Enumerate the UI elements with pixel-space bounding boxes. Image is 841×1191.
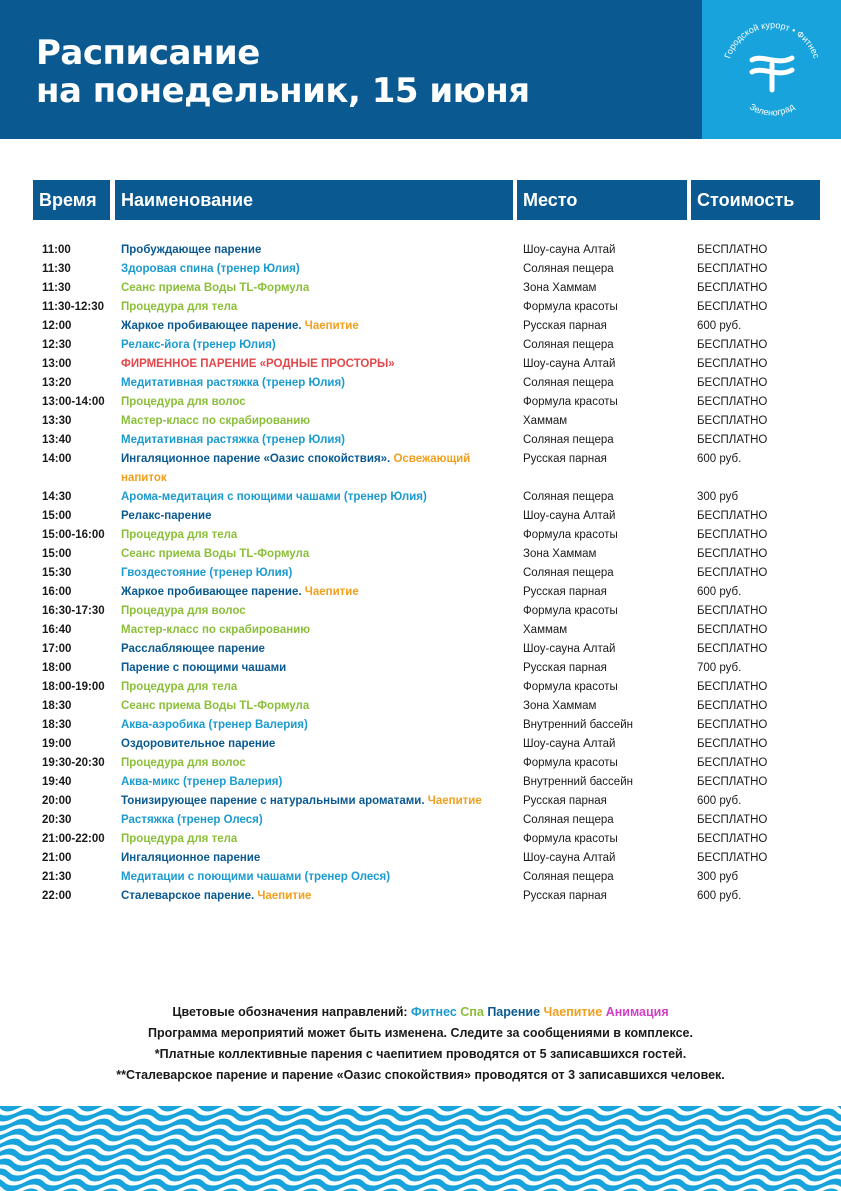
activity-name: Процедура для тела xyxy=(121,833,238,845)
decorative-waves xyxy=(0,1106,841,1191)
activity-name: Жаркое пробивающее парение. xyxy=(121,320,302,332)
row-activity xyxy=(121,887,511,906)
row-place: Шоу-сауна Алтай xyxy=(523,643,616,655)
activity-name: Аква-аэробика (тренер Валерия) xyxy=(121,719,308,731)
table-row xyxy=(0,792,841,811)
logo-emblem xyxy=(702,0,841,139)
row-activity xyxy=(121,735,511,754)
row-cost: 300 руб xyxy=(697,491,739,503)
logo xyxy=(702,0,841,139)
row-activity xyxy=(121,317,511,336)
schedule-table xyxy=(0,241,841,906)
row-cost: БЕСПЛАТНО xyxy=(697,282,768,294)
activity-name: Пробуждающее парение xyxy=(121,244,262,256)
row-place: Шоу-сауна Алтай xyxy=(523,738,616,750)
legend-spa: Спа xyxy=(460,1005,484,1019)
activity-extra: Чаепитие xyxy=(304,586,359,598)
table-row xyxy=(0,355,841,374)
table-row xyxy=(0,868,841,887)
row-cost: БЕСПЛАТНО xyxy=(697,339,768,351)
title-line-2: на понедельник, 15 июня xyxy=(36,71,530,111)
activity-name: Сеанс приема Воды TL-Формула xyxy=(121,282,310,294)
row-place: Формула красоты xyxy=(523,396,618,408)
row-time: 13:00-14:00 xyxy=(42,396,105,408)
table-row xyxy=(0,431,841,450)
note-paid-steam: *Платные коллективные парения с чаепитием проводятся от 5 записавшихся гостей. xyxy=(154,1047,687,1061)
row-place: Русская парная xyxy=(523,662,607,674)
row-place: Хаммам xyxy=(523,415,568,427)
row-cost: БЕСПЛАТНО xyxy=(697,681,768,693)
title-line-1: Расписание xyxy=(36,33,260,73)
activity-extra: Чаепитие xyxy=(427,795,482,807)
row-cost: БЕСПЛАТНО xyxy=(697,643,768,655)
row-time: 22:00 xyxy=(42,890,72,902)
row-place: Русская парная xyxy=(523,453,607,465)
column-header-place: Место xyxy=(517,180,687,220)
row-activity xyxy=(121,697,511,716)
row-place: Формула красоты xyxy=(523,529,618,541)
row-place: Русская парная xyxy=(523,795,607,807)
activity-name: Релакс-йога (тренер Юлия) xyxy=(121,339,276,351)
row-place: Соляная пещера xyxy=(523,263,614,275)
row-place: Хаммам xyxy=(523,624,568,636)
row-activity xyxy=(121,811,511,830)
row-cost: БЕСПЛАТНО xyxy=(697,301,768,313)
row-time: 18:00-19:00 xyxy=(42,681,105,693)
row-cost: 600 руб. xyxy=(697,453,742,465)
activity-name: Оздоровительное парение xyxy=(121,738,276,750)
row-time: 19:40 xyxy=(42,776,72,788)
logo-city-text: Зеленоград xyxy=(747,101,797,118)
row-cost: БЕСПЛАТНО xyxy=(697,358,768,370)
row-cost: БЕСПЛАТНО xyxy=(697,776,768,788)
row-place: Соляная пещера xyxy=(523,339,614,351)
activity-name: Ингаляционное парение «Оазис спокойствия». xyxy=(121,453,391,465)
row-activity xyxy=(121,773,511,792)
row-activity xyxy=(121,260,511,279)
table-row xyxy=(0,640,841,659)
row-place: Русская парная xyxy=(523,890,607,902)
note-steelmaker: **Сталеварское парение и парение «Оазис спокойствия» проводятся от 3 записавшихся человек. xyxy=(116,1068,725,1082)
row-activity xyxy=(121,450,511,488)
row-activity xyxy=(121,640,511,659)
activity-name: Здоровая спина (тренер Юлия) xyxy=(121,263,300,275)
row-place: Формула красоты xyxy=(523,605,618,617)
table-row xyxy=(0,564,841,583)
activity-name: Аква-микс (тренер Валерия) xyxy=(121,776,283,788)
activity-name: Жаркое пробивающее парение. xyxy=(121,586,302,598)
row-time: 11:30 xyxy=(42,263,71,275)
row-cost: 600 руб. xyxy=(697,795,742,807)
row-cost: БЕСПЛАТНО xyxy=(697,415,768,427)
column-header-cost: Стоимость xyxy=(691,180,820,220)
activity-name: Процедура для волос xyxy=(121,605,246,617)
table-row xyxy=(0,450,841,488)
row-cost: БЕСПЛАТНО xyxy=(697,434,768,446)
row-place: Соляная пещера xyxy=(523,377,614,389)
row-time: 18:30 xyxy=(42,719,72,731)
table-row xyxy=(0,621,841,640)
activity-name: Процедура для тела xyxy=(121,301,238,313)
logo-ring-text: Городской курорт • Фитнес xyxy=(722,19,822,60)
table-row xyxy=(0,659,841,678)
table-row xyxy=(0,583,841,602)
row-time: 16:00 xyxy=(42,586,72,598)
row-time: 13:00 xyxy=(42,358,72,370)
activity-name: Мастер-класс по скрабированию xyxy=(121,415,311,427)
row-place: Зона Хаммам xyxy=(523,548,597,560)
row-activity xyxy=(121,545,511,564)
row-time: 21:00-22:00 xyxy=(42,833,105,845)
row-activity xyxy=(121,431,511,450)
row-time: 21:00 xyxy=(42,852,72,864)
row-cost: БЕСПЛАТНО xyxy=(697,757,768,769)
row-time: 14:00 xyxy=(42,453,72,465)
legend-steam: Парение xyxy=(487,1005,541,1019)
row-place: Зона Хаммам xyxy=(523,700,597,712)
row-time: 21:30 xyxy=(42,871,72,883)
table-row xyxy=(0,735,841,754)
table-row xyxy=(0,697,841,716)
row-activity xyxy=(121,754,511,773)
row-place: Шоу-сауна Алтай xyxy=(523,244,616,256)
activity-name: Гвоздестояние (тренер Юлия) xyxy=(121,567,293,579)
row-cost: БЕСПЛАТНО xyxy=(697,510,768,522)
activity-name: Сталеварское парение. xyxy=(121,890,255,902)
table-row xyxy=(0,887,841,906)
row-activity xyxy=(121,792,511,811)
row-activity xyxy=(121,412,511,431)
activity-name: Ингаляционное парение xyxy=(121,852,261,864)
row-activity xyxy=(121,564,511,583)
activity-name: Процедура для тела xyxy=(121,529,238,541)
row-cost: БЕСПЛАТНО xyxy=(697,567,768,579)
row-time: 12:00 xyxy=(42,320,72,332)
page-title xyxy=(36,34,530,110)
activity-name: Процедура для волос xyxy=(121,757,246,769)
row-activity xyxy=(121,716,511,735)
row-time: 17:00 xyxy=(42,643,72,655)
row-activity xyxy=(121,659,511,678)
row-time: 12:30 xyxy=(42,339,72,351)
row-place: Формула красоты xyxy=(523,681,618,693)
table-row xyxy=(0,602,841,621)
row-cost: БЕСПЛАТНО xyxy=(697,396,768,408)
table-row xyxy=(0,830,841,849)
table-row xyxy=(0,279,841,298)
row-time: 15:00 xyxy=(42,548,72,560)
row-cost: БЕСПЛАТНО xyxy=(697,814,768,826)
table-row xyxy=(0,241,841,260)
logo-mark-icon xyxy=(752,58,792,90)
row-cost: БЕСПЛАТНО xyxy=(697,624,768,636)
row-place: Формула красоты xyxy=(523,833,618,845)
row-activity xyxy=(121,298,511,317)
row-place: Зона Хаммам xyxy=(523,282,597,294)
row-time: 13:30 xyxy=(42,415,72,427)
activity-name: Процедура для тела xyxy=(121,681,238,693)
row-cost: 600 руб. xyxy=(697,586,742,598)
row-cost: 600 руб. xyxy=(697,320,742,332)
activity-name: Процедура для волос xyxy=(121,396,246,408)
activity-name: Медитативная растяжка (тренер Юлия) xyxy=(121,434,345,446)
row-cost: 700 руб. xyxy=(697,662,742,674)
row-time: 19:30-20:30 xyxy=(42,757,105,769)
row-time: 16:30-17:30 xyxy=(42,605,105,617)
row-activity xyxy=(121,488,511,507)
table-row xyxy=(0,545,841,564)
row-time: 20:00 xyxy=(42,795,72,807)
row-place: Русская парная xyxy=(523,320,607,332)
table-row xyxy=(0,317,841,336)
row-cost: БЕСПЛАТНО xyxy=(697,852,768,864)
row-time: 20:30 xyxy=(42,814,72,826)
row-place: Русская парная xyxy=(523,586,607,598)
row-time: 16:40 xyxy=(42,624,72,636)
table-row xyxy=(0,260,841,279)
activity-name: Релакс-парение xyxy=(121,510,212,522)
row-activity xyxy=(121,241,511,260)
row-activity xyxy=(121,830,511,849)
table-row xyxy=(0,488,841,507)
row-place: Внутренний бассейн xyxy=(523,719,633,731)
table-row xyxy=(0,849,841,868)
activity-name: Арома-медитация с поющими чашами (тренер Юлия) xyxy=(121,491,427,503)
table-row xyxy=(0,393,841,412)
row-cost: БЕСПЛАТНО xyxy=(697,244,768,256)
row-place: Соляная пещера xyxy=(523,491,614,503)
table-row xyxy=(0,374,841,393)
row-place: Шоу-сауна Алтай xyxy=(523,852,616,864)
activity-extra: Чаепитие xyxy=(304,320,359,332)
row-activity xyxy=(121,678,511,697)
row-activity xyxy=(121,583,511,602)
row-time: 13:20 xyxy=(42,377,72,389)
row-activity xyxy=(121,621,511,640)
table-row xyxy=(0,412,841,431)
activity-name: Растяжка (тренер Олеся) xyxy=(121,814,263,826)
activity-name: Мастер-класс по скрабированию xyxy=(121,624,311,636)
row-place: Формула красоты xyxy=(523,301,618,313)
header-banner xyxy=(0,0,841,139)
row-cost: БЕСПЛАТНО xyxy=(697,605,768,617)
row-time: 11:30 xyxy=(42,282,71,294)
footer-notes xyxy=(0,1002,841,1086)
note-program-change: Программа мероприятий может быть изменена. Следите за сообщениями в комплексе. xyxy=(148,1026,693,1040)
activity-name: Сеанс приема Воды TL-Формула xyxy=(121,700,310,712)
activity-name: Тонизирующее парение с натуральными ароматами. xyxy=(121,795,425,807)
row-time: 18:30 xyxy=(42,700,72,712)
table-row xyxy=(0,507,841,526)
row-activity xyxy=(121,507,511,526)
row-time: 13:40 xyxy=(42,434,72,446)
row-cost: БЕСПЛАТНО xyxy=(697,529,768,541)
table-row xyxy=(0,754,841,773)
legend-prefix: Цветовые обозначения направлений: xyxy=(172,1005,408,1019)
activity-extra: Освежающий напиток xyxy=(121,453,471,484)
row-cost: 300 руб xyxy=(697,871,739,883)
row-time: 11:00 xyxy=(42,244,71,256)
row-cost: БЕСПЛАТНО xyxy=(697,833,768,845)
row-place: Соляная пещера xyxy=(523,814,614,826)
row-cost: БЕСПЛАТНО xyxy=(697,377,768,389)
legend-tea: Чаепитие xyxy=(543,1005,603,1019)
activity-name: Парение с поющими чашами xyxy=(121,662,287,674)
table-row xyxy=(0,811,841,830)
row-place: Формула красоты xyxy=(523,757,618,769)
activity-name: Медитации с поющими чашами (тренер Олеся) xyxy=(121,871,391,883)
activity-name: ФИРМЕННОЕ ПАРЕНИЕ «РОДНЫЕ ПРОСТОРЫ» xyxy=(121,358,395,370)
row-activity xyxy=(121,336,511,355)
legend-animation: Анимация xyxy=(605,1005,669,1019)
row-activity xyxy=(121,849,511,868)
row-place: Внутренний бассейн xyxy=(523,776,633,788)
row-place: Шоу-сауна Алтай xyxy=(523,358,616,370)
table-row xyxy=(0,526,841,545)
row-place: Соляная пещера xyxy=(523,567,614,579)
row-cost: БЕСПЛАТНО xyxy=(697,719,768,731)
table-row xyxy=(0,336,841,355)
row-time: 11:30-12:30 xyxy=(42,301,105,313)
table-row xyxy=(0,298,841,317)
row-place: Соляная пещера xyxy=(523,871,614,883)
row-activity xyxy=(121,279,511,298)
table-row xyxy=(0,716,841,735)
column-header-time: Время xyxy=(33,180,110,220)
row-activity xyxy=(121,868,511,887)
row-time: 15:00 xyxy=(42,510,72,522)
row-place: Соляная пещера xyxy=(523,434,614,446)
activity-name: Расслабляющее парение xyxy=(121,643,265,655)
row-time: 15:00-16:00 xyxy=(42,529,105,541)
row-cost: БЕСПЛАТНО xyxy=(697,738,768,750)
row-cost: БЕСПЛАТНО xyxy=(697,263,768,275)
row-time: 15:30 xyxy=(42,567,72,579)
row-activity xyxy=(121,355,511,374)
activity-name: Сеанс приема Воды TL-Формула xyxy=(121,548,310,560)
row-activity xyxy=(121,526,511,545)
table-row xyxy=(0,773,841,792)
row-cost: БЕСПЛАТНО xyxy=(697,548,768,560)
row-time: 18:00 xyxy=(42,662,72,674)
row-activity xyxy=(121,393,511,412)
row-place: Шоу-сауна Алтай xyxy=(523,510,616,522)
column-header-name: Наименование xyxy=(115,180,513,220)
row-activity xyxy=(121,602,511,621)
table-row xyxy=(0,678,841,697)
row-cost: БЕСПЛАТНО xyxy=(697,700,768,712)
row-time: 14:30 xyxy=(42,491,72,503)
legend-fitness: Фитнес xyxy=(411,1005,457,1019)
row-time: 19:00 xyxy=(42,738,72,750)
color-legend xyxy=(0,1002,841,1023)
row-cost: 600 руб. xyxy=(697,890,742,902)
activity-extra: Чаепитие xyxy=(257,890,312,902)
activity-name: Медитативная растяжка (тренер Юлия) xyxy=(121,377,345,389)
row-activity xyxy=(121,374,511,393)
